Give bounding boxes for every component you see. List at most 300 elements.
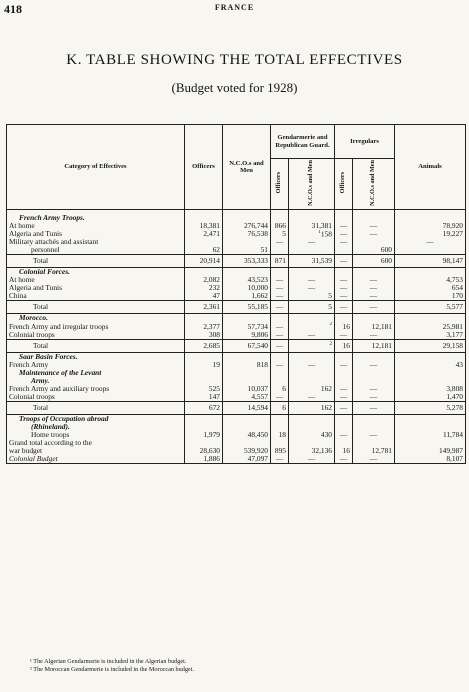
footnote-1: ¹ The Algerian Gendarmerie is included in the Algerian budget. <box>30 658 187 665</box>
section-label: Troops of Occupation abroad <box>7 415 185 423</box>
table-subtitle: (Budget voted for 1928) <box>171 80 298 95</box>
cell-value: — <box>307 393 316 402</box>
cell-ncos <box>223 230 271 238</box>
cell-ncos <box>223 284 271 292</box>
cell-i-off <box>335 339 353 352</box>
cell-i-off <box>335 353 353 361</box>
cell-value: 9,806 <box>251 330 268 339</box>
header-gendarmerie-ncos: N.C.O.s and Men <box>289 159 335 210</box>
cell-g-off <box>271 339 289 352</box>
cell-g-off <box>271 353 289 361</box>
cell-value: — <box>369 229 378 239</box>
cell-i-off <box>335 439 353 447</box>
cell-value: 19,227 <box>442 229 463 239</box>
row-label: war budget <box>7 447 185 455</box>
cell-i-ncos <box>353 301 395 314</box>
cell-officers <box>185 246 223 254</box>
cell-value: 866 <box>274 222 286 230</box>
cell-value: 539,920 <box>243 447 268 455</box>
cell-value: 5,577 <box>446 302 463 312</box>
table-row <box>7 393 466 401</box>
row-label: French Army and irregular troops <box>7 322 185 330</box>
cell-value: 2,377 <box>203 322 220 331</box>
cell-g-ncos <box>289 447 335 455</box>
cell-i-off <box>335 385 353 393</box>
footnotes <box>30 658 194 674</box>
table-body <box>7 210 466 464</box>
row-label: Grand total according to the <box>7 439 185 447</box>
cell-ncos <box>223 423 271 431</box>
row-label: French Army <box>7 361 185 369</box>
cell-ncos <box>223 402 271 415</box>
cell-animals <box>395 255 466 268</box>
cell-value: 98,147 <box>442 256 463 266</box>
cell-animals <box>395 268 466 276</box>
row-label: Home troops <box>7 431 185 439</box>
cell-ncos <box>223 415 271 423</box>
section-label: French Army Troops. <box>7 214 185 222</box>
section-heading-row <box>7 369 466 377</box>
cell-value: 10,000 <box>247 284 268 293</box>
cell-i-off <box>335 377 353 385</box>
table-title: K. TABLE SHOWING THE TOTAL EFFECTIVES <box>66 52 403 68</box>
cell-ncos <box>223 361 271 369</box>
cell-officers <box>185 423 223 431</box>
cell-value: 895 <box>274 447 286 455</box>
cell-g-ncos <box>289 353 335 361</box>
cell-g-ncos <box>289 339 335 352</box>
cell-ncos <box>223 455 271 463</box>
cell-value: 3,177 <box>446 330 463 339</box>
cell-value: 16 <box>342 447 350 455</box>
cell-value: 31,539 <box>311 256 332 266</box>
section-heading-row <box>7 314 466 322</box>
cell-officers <box>185 431 223 439</box>
cell-value: — <box>339 222 348 230</box>
cell-g-ncos <box>289 393 335 401</box>
cell-i-off <box>335 431 353 439</box>
cell-officers <box>185 284 223 292</box>
cell-officers <box>185 255 223 268</box>
cell-g-off <box>271 331 289 339</box>
cell-officers <box>185 447 223 455</box>
row-label: At home <box>7 222 185 230</box>
cell-ncos <box>223 393 271 401</box>
cell-officers <box>185 292 223 300</box>
cell-i-off <box>335 214 353 222</box>
cell-animals <box>395 238 466 246</box>
header-category: Category of Effectives <box>7 125 185 210</box>
cell-animals <box>395 230 466 238</box>
cell-value: 308 <box>208 330 220 339</box>
table-row <box>7 284 466 292</box>
cell-animals <box>395 214 466 222</box>
cell-i-ncos <box>353 238 395 246</box>
row-label: Total <box>7 402 185 415</box>
cell-value: — <box>339 455 348 463</box>
cell-value: 2,471 <box>203 229 220 239</box>
cell-value: 8,107 <box>446 455 463 463</box>
cell-animals <box>395 284 466 292</box>
section-label: Army. <box>7 377 185 385</box>
cell-value: — <box>339 302 348 312</box>
cell-value: 149,987 <box>438 447 463 455</box>
table-row <box>7 455 466 463</box>
cell-value: — <box>307 238 316 247</box>
cell-value: — <box>369 292 378 301</box>
cell-i-ncos <box>353 222 395 230</box>
cell-animals <box>395 415 466 423</box>
running-head: FRANCE <box>214 3 255 12</box>
cell-value: 1,979 <box>203 431 220 440</box>
cell-g-off <box>271 393 289 401</box>
cell-value: 170 <box>451 292 463 301</box>
table-row <box>7 331 466 339</box>
cell-value: 5,278 <box>446 403 463 413</box>
cell-value: 353,333 <box>243 256 268 266</box>
cell-value: 276,744 <box>243 222 268 230</box>
section-heading-row <box>7 415 466 423</box>
cell-value: — <box>275 455 284 463</box>
cell-i-off <box>335 322 353 330</box>
cell-value: — <box>275 393 284 402</box>
cell-g-ncos <box>289 301 335 314</box>
cell-i-off <box>335 255 353 268</box>
cell-value: — <box>369 330 378 339</box>
cell-value: — <box>275 276 284 285</box>
cell-value: — <box>369 222 378 230</box>
cell-value: 162 <box>320 403 332 413</box>
cell-value: 62 <box>212 246 220 255</box>
cell-officers <box>185 268 223 276</box>
cell-ncos <box>223 331 271 339</box>
cell-g-off <box>271 214 289 222</box>
cell-ncos <box>223 369 271 377</box>
cell-g-off <box>271 369 289 377</box>
cell-i-ncos <box>353 431 395 439</box>
cell-g-ncos <box>289 276 335 284</box>
cell-g-off <box>271 301 289 314</box>
cell-i-off <box>335 222 353 230</box>
cell-value: — <box>275 361 284 370</box>
cell-value: 20,914 <box>199 256 220 266</box>
cell-animals <box>395 276 466 284</box>
cell-value: — <box>369 361 378 370</box>
cell-animals <box>395 402 466 415</box>
cell-animals <box>395 361 466 369</box>
cell-g-off <box>271 222 289 230</box>
cell-value: — <box>275 322 284 331</box>
cell-officers <box>185 276 223 284</box>
cell-animals <box>395 393 466 401</box>
row-label: China <box>7 292 185 300</box>
cell-g-off <box>271 447 289 455</box>
cell-value: — <box>339 256 348 266</box>
cell-g-off <box>271 230 289 238</box>
cell-i-off <box>335 301 353 314</box>
cell-i-off <box>335 447 353 455</box>
cell-i-ncos <box>353 230 395 238</box>
cell-i-off <box>335 402 353 415</box>
footnote-marker: 2 <box>329 322 332 328</box>
cell-ncos <box>223 447 271 455</box>
cell-g-ncos <box>289 369 335 377</box>
header-irregulars-officers: Officers <box>335 159 353 210</box>
cell-officers <box>185 455 223 463</box>
cell-g-ncos <box>289 385 335 393</box>
cell-i-off <box>335 292 353 300</box>
cell-value: 16 <box>342 322 350 331</box>
cell-g-ncos <box>289 423 335 431</box>
row-label: personnel <box>7 246 185 254</box>
cell-g-ncos <box>289 415 335 423</box>
cell-value: 51 <box>260 246 268 255</box>
cell-value: 600 <box>380 256 392 266</box>
cell-value: 32,136 <box>311 447 332 455</box>
cell-i-off <box>335 423 353 431</box>
cell-i-off <box>335 369 353 377</box>
page-number: 418 <box>4 2 22 16</box>
cell-value: 654 <box>451 284 463 293</box>
cell-value: 158 <box>320 229 332 239</box>
cell-animals <box>395 301 466 314</box>
cell-animals <box>395 292 466 300</box>
cell-value: 430 <box>320 431 332 440</box>
cell-ncos <box>223 314 271 322</box>
row-label: At home <box>7 276 185 284</box>
cell-value: 48,450 <box>247 431 268 440</box>
cell-officers <box>185 385 223 393</box>
cell-g-ncos <box>289 455 335 463</box>
cell-value: — <box>369 284 378 293</box>
cell-value: — <box>339 385 348 394</box>
footnote-marker: 2 <box>329 341 332 347</box>
cell-value: 672 <box>208 403 220 413</box>
header-gendarmerie: Gendarmerie and Republican Guard. <box>271 125 335 159</box>
cell-g-off <box>271 292 289 300</box>
cell-i-ncos <box>353 369 395 377</box>
cell-g-ncos <box>289 238 335 246</box>
cell-value: — <box>275 292 284 301</box>
cell-g-ncos <box>289 331 335 339</box>
cell-value: 11,784 <box>442 431 463 440</box>
cell-ncos <box>223 214 271 222</box>
cell-g-off <box>271 431 289 439</box>
cell-i-ncos <box>353 447 395 455</box>
table-row <box>7 361 466 369</box>
cell-i-ncos <box>353 246 395 254</box>
row-label: Total <box>7 301 185 314</box>
cell-g-ncos <box>289 377 335 385</box>
cell-value: 1,470 <box>446 393 463 402</box>
header-irregulars: Irregulars <box>335 125 395 159</box>
cell-value: 16 <box>342 340 350 350</box>
cell-i-off <box>335 238 353 246</box>
row-label: Colonial Budget <box>7 455 185 463</box>
cell-value: 4,557 <box>251 393 268 402</box>
table-row <box>7 238 466 246</box>
cell-officers <box>185 353 223 361</box>
cell-ncos <box>223 276 271 284</box>
cell-value: — <box>339 238 348 247</box>
cell-value: 5 <box>328 302 332 312</box>
cell-value: 55,185 <box>247 302 268 312</box>
cell-officers <box>185 377 223 385</box>
cell-g-off <box>271 402 289 415</box>
cell-g-ncos <box>289 402 335 415</box>
cell-value: 525 <box>208 385 220 394</box>
cell-i-ncos <box>353 377 395 385</box>
cell-value: — <box>275 340 284 350</box>
cell-ncos <box>223 431 271 439</box>
cell-value: — <box>307 361 316 370</box>
cell-officers <box>185 402 223 415</box>
cell-value: — <box>307 455 316 463</box>
cell-g-off <box>271 322 289 330</box>
cell-value: 3,808 <box>446 385 463 394</box>
total-row <box>7 301 466 314</box>
cell-officers <box>185 301 223 314</box>
cell-value: 18 <box>278 431 286 440</box>
cell-i-ncos <box>353 393 395 401</box>
cell-value: 47,097 <box>247 455 268 463</box>
cell-value: — <box>339 393 348 402</box>
cell-ncos <box>223 301 271 314</box>
section-label: (Rhineland). <box>7 423 185 431</box>
total-row <box>7 402 466 415</box>
cell-g-ncos <box>289 361 335 369</box>
cell-officers <box>185 331 223 339</box>
cell-value: — <box>339 284 348 293</box>
row-label: Total <box>7 339 185 352</box>
header-ncos: N.C.O.s and Men <box>223 125 271 210</box>
cell-ncos <box>223 255 271 268</box>
cell-i-off <box>335 268 353 276</box>
row-label: Military attachés and assistant <box>7 238 185 246</box>
cell-value: — <box>339 330 348 339</box>
cell-officers <box>185 361 223 369</box>
cell-ncos <box>223 439 271 447</box>
cell-animals <box>395 447 466 455</box>
cell-value: — <box>275 238 284 247</box>
cell-value: 147 <box>208 393 220 402</box>
row-label: French Army and auxiliary troops <box>7 385 185 393</box>
cell-officers <box>185 339 223 352</box>
cell-i-ncos <box>353 402 395 415</box>
cell-g-off <box>271 238 289 246</box>
cell-officers <box>185 214 223 222</box>
cell-value: 19 <box>212 361 220 370</box>
cell-i-ncos <box>353 322 395 330</box>
cell-i-off <box>335 361 353 369</box>
cell-value: — <box>275 284 284 293</box>
cell-value: — <box>369 276 378 285</box>
cell-animals <box>395 423 466 431</box>
row-label: Total <box>7 255 185 268</box>
cell-officers <box>185 314 223 322</box>
section-label: Maintenance of the Levant <box>7 369 185 377</box>
cell-value: 43 <box>455 361 463 370</box>
cell-value: 78,920 <box>442 222 463 230</box>
footnote-2: ² The Moroccan Gendarmerie is included in the Moroccan budget. <box>30 665 194 673</box>
cell-g-ncos <box>289 322 335 330</box>
cell-ncos <box>223 353 271 361</box>
cell-animals <box>395 339 466 352</box>
cell-value: 10,037 <box>247 385 268 394</box>
cell-value: — <box>339 361 348 370</box>
cell-g-ncos <box>289 268 335 276</box>
cell-value: 232 <box>208 284 220 293</box>
cell-value: 25,981 <box>442 322 463 331</box>
cell-g-ncos <box>289 284 335 292</box>
cell-value: — <box>275 302 284 312</box>
cell-g-off <box>271 415 289 423</box>
cell-officers <box>185 322 223 330</box>
section-label: Colonial Forces. <box>7 268 185 276</box>
cell-officers <box>185 439 223 447</box>
table-row <box>7 447 466 455</box>
cell-i-off <box>335 284 353 292</box>
cell-officers <box>185 393 223 401</box>
section-heading-row <box>7 353 466 361</box>
cell-animals <box>395 322 466 330</box>
effectives-table <box>6 124 466 464</box>
cell-i-ncos <box>353 455 395 463</box>
table-row <box>7 439 466 447</box>
cell-g-ncos <box>289 246 335 254</box>
cell-value: 2,082 <box>203 276 220 285</box>
cell-g-off <box>271 255 289 268</box>
row-label: Colonial troops <box>7 393 185 401</box>
cell-g-off <box>271 246 289 254</box>
cell-ncos <box>223 377 271 385</box>
cell-g-off <box>271 385 289 393</box>
cell-i-ncos <box>353 214 395 222</box>
cell-g-off <box>271 455 289 463</box>
cell-value: 6 <box>282 385 286 394</box>
cell-g-off <box>271 284 289 292</box>
cell-g-off <box>271 423 289 431</box>
cell-ncos <box>223 222 271 230</box>
table-row <box>7 385 466 393</box>
cell-value: — <box>339 276 348 285</box>
table-row <box>7 322 466 330</box>
table-row <box>7 230 466 238</box>
table-row <box>7 222 466 230</box>
cell-i-ncos <box>353 268 395 276</box>
cell-i-ncos <box>353 314 395 322</box>
cell-i-off <box>335 455 353 463</box>
cell-value: 29,158 <box>442 340 463 350</box>
cell-value: — <box>339 292 348 301</box>
cell-g-off <box>271 377 289 385</box>
cell-value: — <box>339 431 348 440</box>
cell-g-ncos <box>289 431 335 439</box>
cell-i-ncos <box>353 353 395 361</box>
cell-g-off <box>271 439 289 447</box>
cell-value: — <box>369 455 378 463</box>
cell-i-ncos <box>353 415 395 423</box>
cell-value: 12,781 <box>371 447 392 455</box>
cell-value: — <box>307 284 316 293</box>
header-animals: Animals <box>395 125 466 210</box>
total-row <box>7 339 466 352</box>
cell-i-ncos <box>353 284 395 292</box>
section-label: Morocco. <box>7 314 185 322</box>
cell-ncos <box>223 322 271 330</box>
cell-officers <box>185 238 223 246</box>
cell-value: — <box>369 302 378 312</box>
